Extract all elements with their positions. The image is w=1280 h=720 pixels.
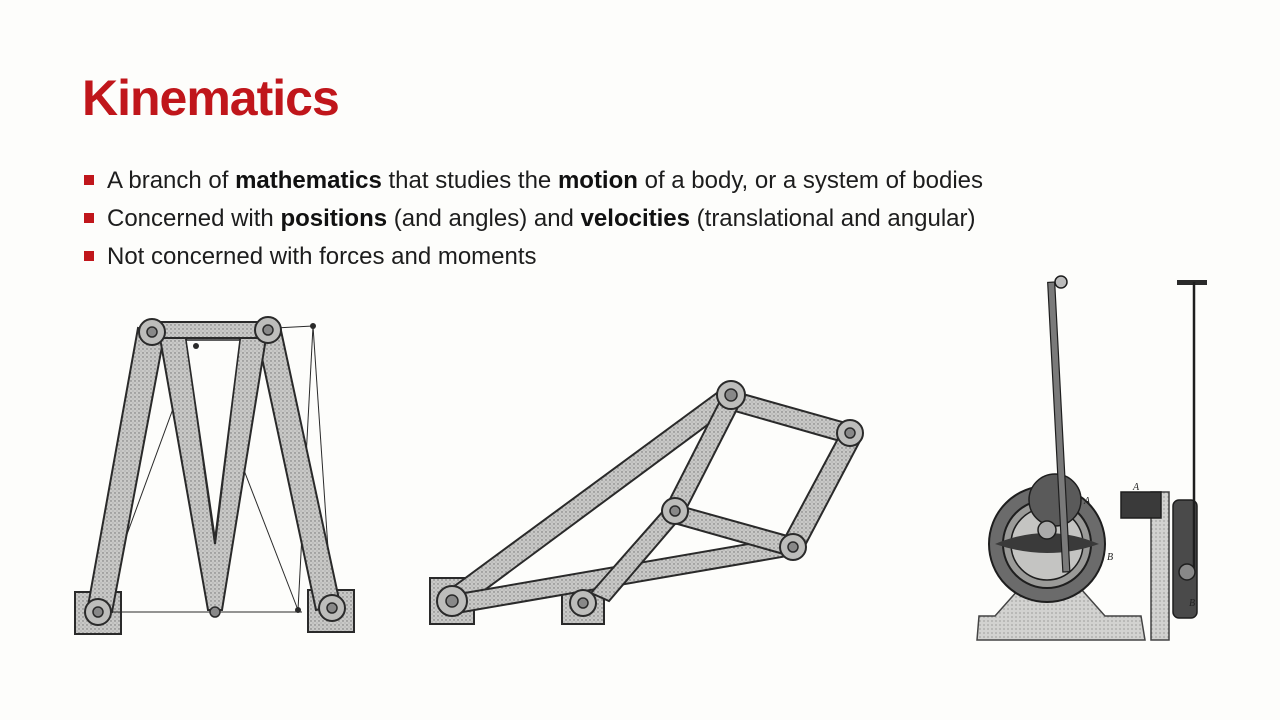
bullet-text: (translational and angular) — [689, 205, 976, 232]
bullet-item — [84, 162, 983, 200]
figure-label-a-side: A — [1133, 482, 1140, 493]
bullet-list — [84, 162, 983, 276]
bullet-keyword: velocities — [580, 205, 690, 232]
figure-label-b: B — [1107, 552, 1114, 563]
bullet-text: of a body, or a system of bodies — [637, 167, 983, 194]
bullet-keyword: mathematics — [235, 167, 382, 194]
bullet-keyword: positions — [280, 205, 388, 232]
four-bar-linkage-drawing — [425, 375, 870, 630]
bullet-text: A branch of — [107, 167, 236, 194]
bullet-text: that studies the — [381, 167, 558, 194]
bullet-text: Not concerned with forces and moments — [107, 243, 537, 270]
wheel-crank-illustration — [975, 272, 1220, 644]
bullet-keyword: motion — [557, 167, 638, 194]
figure-label-b-side: B — [1189, 598, 1196, 609]
figure-label-a: A — [1084, 496, 1091, 507]
wheel-crank-drawing — [975, 272, 1220, 644]
slide-title: Kinematics — [82, 70, 339, 126]
bullet-item — [84, 238, 983, 276]
bullet-item — [84, 200, 983, 238]
m-linkage-drawing — [70, 312, 365, 642]
bullet-text: Concerned with — [107, 205, 281, 232]
four-bar-linkage-illustration — [425, 375, 870, 630]
m-linkage-illustration — [70, 312, 365, 642]
bullet-text: (and angles) and — [387, 205, 581, 232]
